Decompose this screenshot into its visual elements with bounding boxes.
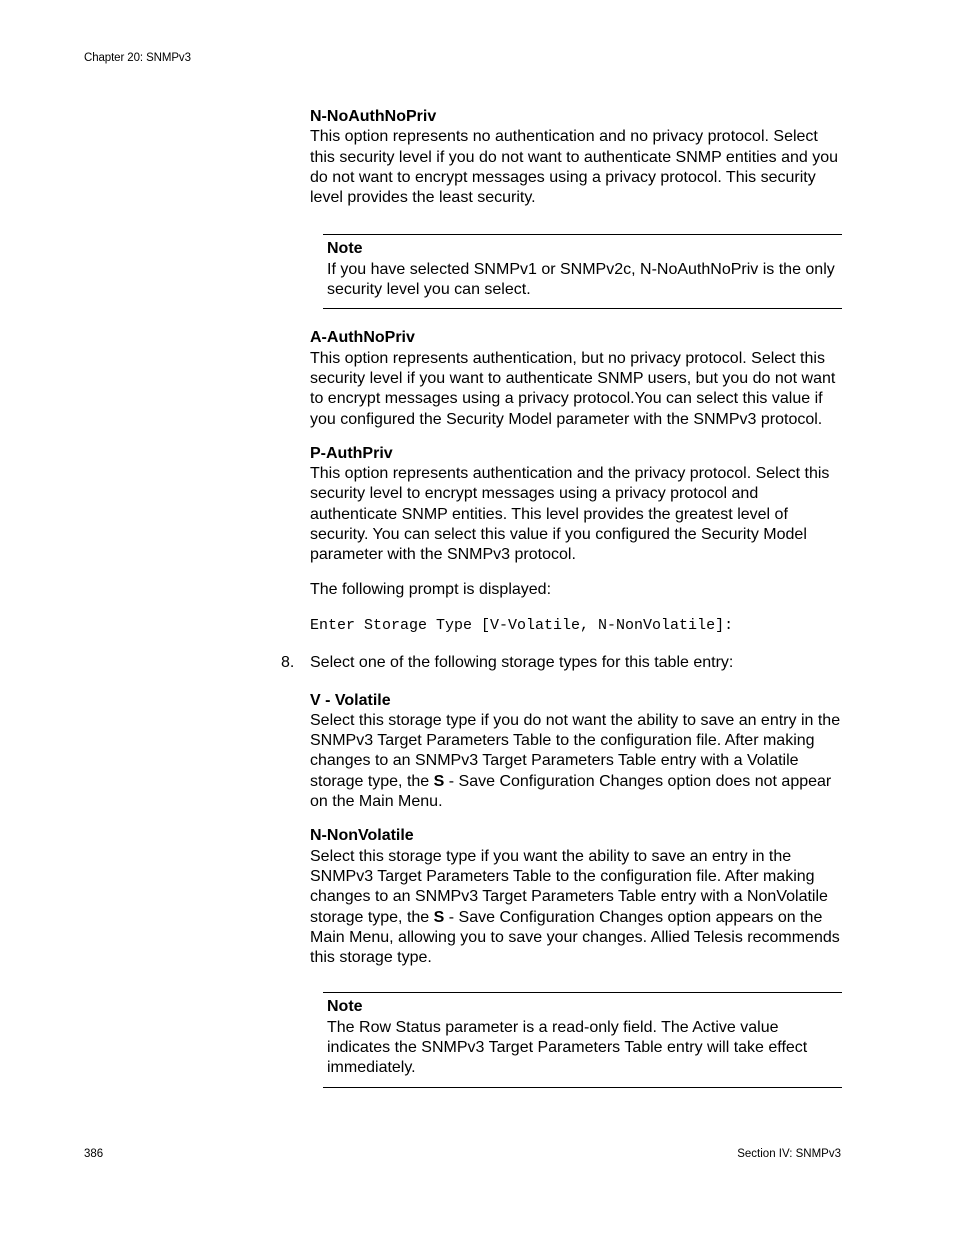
option-nonvolatile	[310, 826, 842, 968]
option-authnopriv	[310, 328, 842, 429]
note-box	[323, 992, 842, 1087]
step-number: 8.	[281, 654, 295, 672]
description-text: Select this storage type if you do not want the ability to save an entry in the SNMPv3 Target Parameters Table to the configuration file. After making changes to an SNMPv3 Target Parameters Table entry with a Volatile storage type, the	[310, 711, 841, 790]
option-term: P-AuthPriv	[310, 444, 393, 462]
description-text: - Save Configuration Changes option does not appear on the Main Menu.	[310, 772, 832, 811]
step-text: Select one of the following storage types for this table entry:	[310, 654, 734, 672]
step-8	[281, 653, 842, 673]
running-header: Chapter 20: SNMPv3	[84, 52, 191, 64]
running-footer: Section IV: SNMPv3	[737, 1148, 841, 1160]
option-volatile	[310, 691, 842, 813]
option-description	[310, 847, 842, 969]
note-box	[323, 234, 842, 309]
description-text: - Save Configuration Changes option appears on the Main Menu, allowing you to save your changes. Allied Telesis recommends this storage type.	[310, 908, 840, 967]
option-noauthnopriv	[310, 107, 842, 208]
option-term: A-AuthNoPriv	[310, 329, 415, 347]
option-description: This option represents no authentication and no privacy protocol. Select this security level if you do not want to authenticate SNMP entities and you do not want to encrypt messages using a privacy protocol. This security level provides the least security.	[310, 128, 838, 207]
page-number: 386	[84, 1148, 104, 1160]
note-title: Note	[327, 240, 363, 258]
menu-key: S	[433, 908, 445, 926]
page-body	[281, 107, 842, 1088]
prompt-code: Enter Storage Type [V-Volatile, N-NonVolatile]:	[310, 616, 734, 634]
option-description: This option represents authentication and the privacy protocol. Select this security level to encrypt messages using a privacy protocol and authenticate SNMP entities. This level provides the greatest level of security. You can select this value if you configured the Security Model parameter with the SNMPv3 protocol.	[310, 465, 830, 564]
menu-key: S	[433, 772, 445, 790]
note-text: The Row Status parameter is a read-only field. The Active value indicates the SNMPv3 Target Parameters Table entry will take effect immediately.	[327, 1018, 808, 1077]
option-authpriv	[310, 444, 842, 566]
note-title: Note	[327, 998, 363, 1016]
option-description: This option represents authentication, but no privacy protocol. Select this security level if you want to authenticate SNMP users, but you do not want to encrypt messages using a privacy protocol.You can select this value if you configured the Security Model parameter with the SNMPv3 protocol.	[310, 349, 836, 428]
option-description	[310, 711, 842, 812]
option-term: V - Volatile	[310, 691, 391, 709]
note-text: If you have selected SNMPv1 or SNMPv2c, N-NoAuthNoPriv is the only security level you can select.	[327, 260, 835, 299]
option-term: N-NoAuthNoPriv	[310, 108, 437, 125]
description-text: Select this storage type if you want the ability to save an entry in the SNMPv3 Target Parameters Table to the configuration file. After making changes to an SNMPv3 Target Parameters Table entry with a NonVolatile storage type, the	[310, 847, 828, 926]
prompt-intro: The following prompt is displayed:	[310, 580, 552, 598]
option-term: N-NonVolatile	[310, 827, 414, 845]
